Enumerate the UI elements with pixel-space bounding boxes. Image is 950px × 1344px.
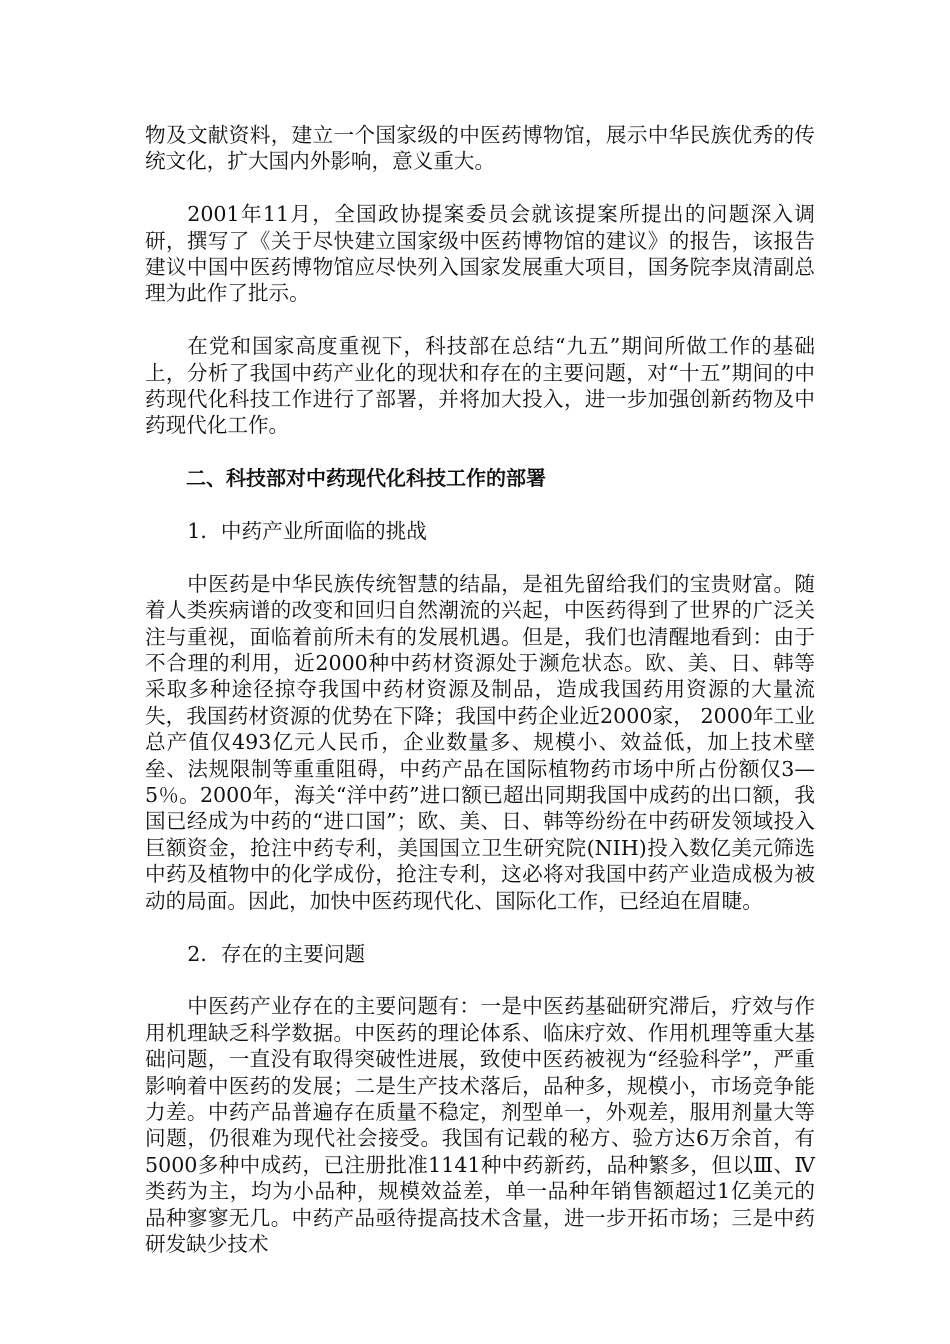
subsection-heading: 2．存在的主要问题 xyxy=(187,941,366,966)
body-paragraph: 2001年11月，全国政协提案委员会就该提案所提出的问题深入调研，撰写了《关于尽快建立国家级中医药博物馆的建议》的报告，该报告建议中国中医药博物馆应尽快列入国家发展重大项目，国务院李岚清副总理为此作了批示。 xyxy=(145,202,815,306)
subsection-heading: 1．中药产业所面临的挑战 xyxy=(187,519,427,544)
body-paragraph: 在党和国家高度重视下，科技部在总结“九五”期间所做工作的基础上，分析了我国中药产业化的现状和存在的主要问题，对“十五”期间的中药现代化科技工作进行了部署，并将加大投入，进一步加强创新药物及中药现代化工作。 xyxy=(145,334,815,438)
body-paragraph: 中医药产业存在的主要问题有：一是中医药基础研究滞后，疗效与作用机理缺乏科学数据。中医药的理论体系、临床疗效、作用机理等重大基础问题，一直没有取得突破性进展，致使中医药被视为“经验科学”，严重影响着中医药的发展；二是生产技术落后，品种多，规模小，市场竞争能力差。中药产品普遍存在质量不稳定，剂型单一，外观差，服用剂量大等问题，仍很难为现代社会接受。我国有记载的秘方、验方达6万余首，有5000多种中成药，已注册批准1141种中药新药，品种繁多，但以Ⅲ、Ⅳ类药为主，均为小品种，规模效益差，单一品种年销售额超过1亿美元的品种寥寥无几。中药产品亟待提高技术含量，进一步开拓市场；三是中药研发缺少技术 xyxy=(145,994,815,1256)
section-heading: 二、科技部对中药现代化科技工作的部署 xyxy=(186,466,546,491)
document-page xyxy=(145,122,815,1284)
body-paragraph: 中医药是中华民族传统智慧的结晶，是祖先留给我们的宝贵财富。随着人类疾病谱的改变和回归自然潮流的兴起，中医药得到了世界的广泛关注与重视，面临着前所未有的发展机遇。但是，我们也清醒地看到：由于不合理的利用，近2000种中药材资源处于濒危状态。欧、美、日、韩等采取多种途径掠夺我国中药材资源及制品，造成我国药用资源的大量流失，我国药材资源的优势在下降；我国中药企业近2000家， 2000年工业总产值仅493亿元人民币，企业数量多、规模小、效益低，加上技术壁垒、法规限制等重重阻碍，中药产品在国际植物药市场中所占份额仅3—5％。2000年，海关“洋中药”进口额已超出同期我国中成药的出口额，我国已经成为中药的“进口国”；欧、美、日、韩等纷纷在中药研发领域投入巨额资金，抢注中药专利，美国国立卫生研究院(NIH)投入数亿美元筛选中药及植物中的化学成份，抢注专利，这必将对我国中药产业造成极为被动的局面。因此，加快中医药现代化、国际化工作，已经迫在眉睫。 xyxy=(145,571,815,913)
body-paragraph: 物及文献资料，建立一个国家级的中医药博物馆，展示中华民族优秀的传统文化，扩大国内外影响，意义重大。 xyxy=(145,123,815,174)
